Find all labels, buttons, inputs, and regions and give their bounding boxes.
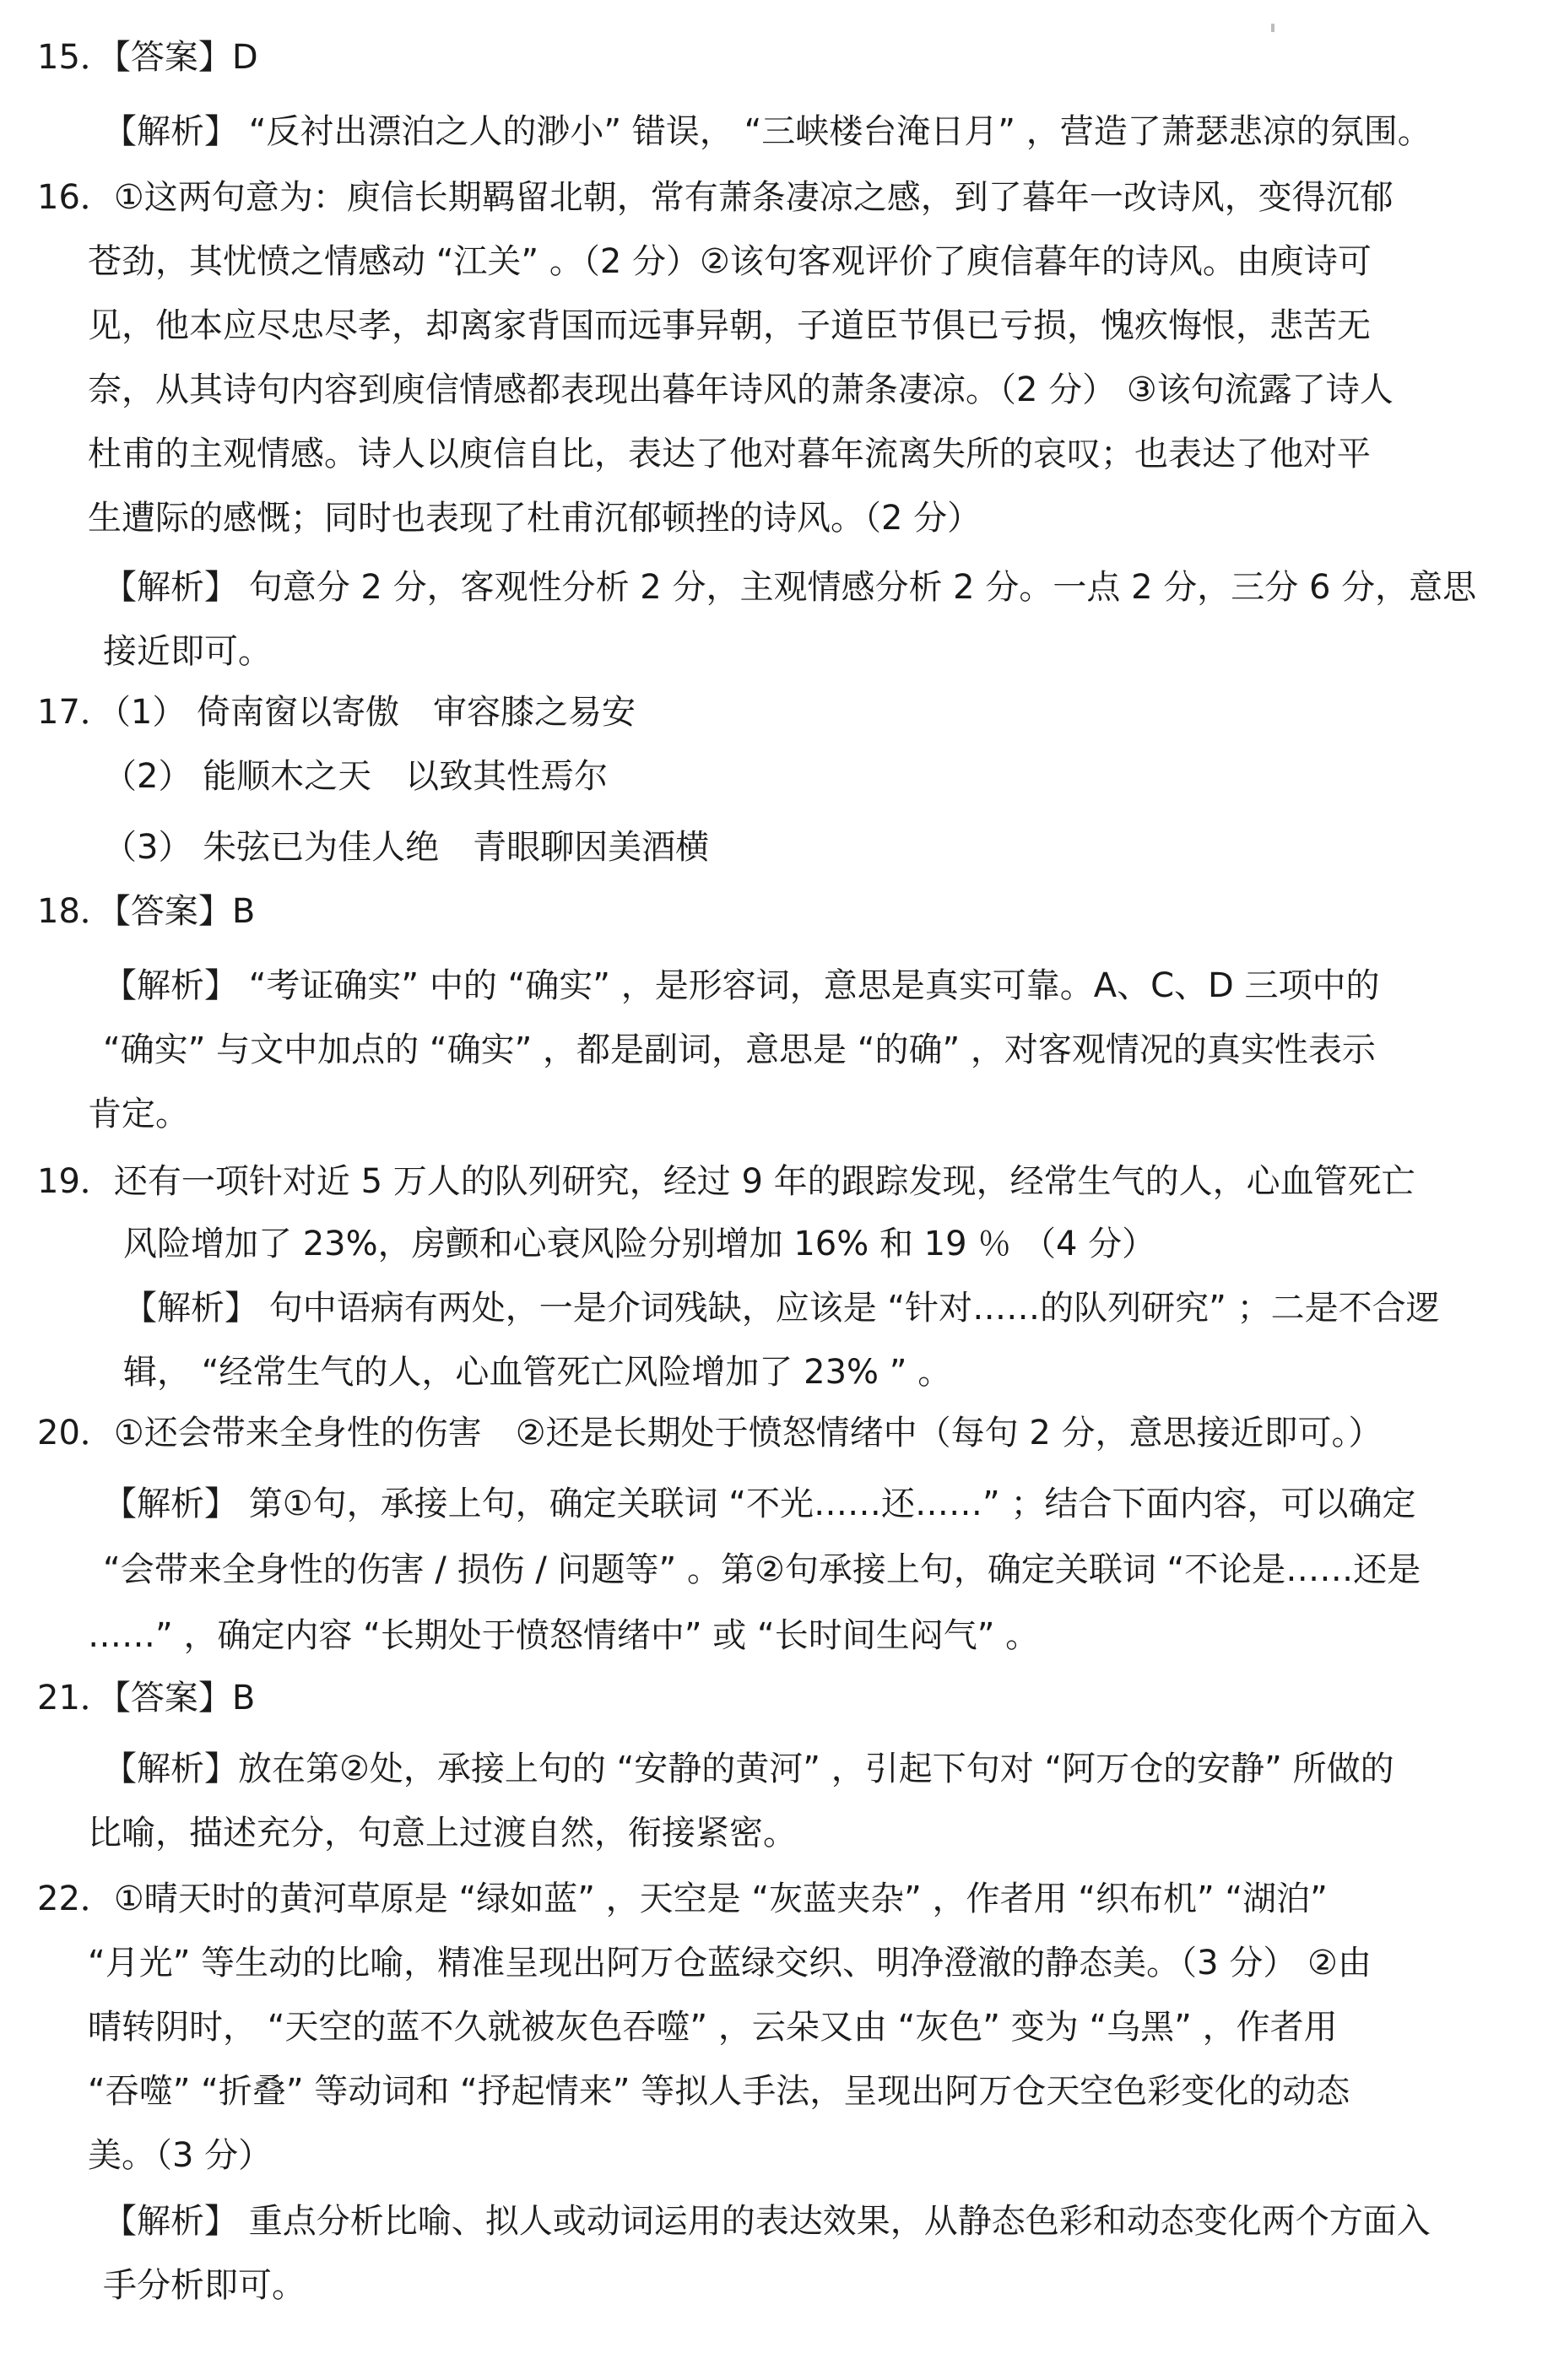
q21-analysis: 【解析】放在第②处，承接上句的 “安静的黄河” ，引起下句对 “阿万仓的安静” 所做的 (103, 1750, 1394, 1788)
q19-analysis-cont: 辑， “经常生气的人，心血管死亡风险增加了 23% ” 。 (123, 1353, 952, 1392)
q22-line-2: “月光” 等生动的比喻，精准呈现出阿万仓蓝绿交织、明净澄澈的静态美。（3 分） ②由 (88, 1944, 1372, 1982)
scan-speck (1271, 24, 1274, 32)
q18-analysis-end: 肯定。 (88, 1095, 189, 1133)
q22-line-1: 22．①晴天时的黄河草原是 “绿如蓝” ，天空是 “灰蓝夹杂” ，作者用 “织布机” “湖泊” (37, 1880, 1328, 1918)
q21-analysis-cont: 比喻，描述充分，句意上过渡自然，衔接紧密。 (88, 1814, 797, 1853)
q19-answer-cont: 风险增加了 23%，房颤和心衰风险分别增加 16% 和 19 ％ （4 分） (123, 1225, 1156, 1263)
q16-analysis: 【解析】 句意分 2 分，客观性分析 2 分，主观情感分析 2 分。一点 2 分，三分 6 分，意思 (103, 568, 1477, 607)
q16-line-3: 见，他本应尽忠尽孝，却离家背国而远事异朝，子道臣节俱已亏损，愧疚悔恨，悲苦无 (88, 306, 1371, 345)
q17-item-3: （3） 朱弦已为佳人绝 青眼聊因美酒横 (103, 828, 710, 867)
q21-answer: 21．【答案】B (37, 1679, 256, 1717)
q16-line-2: 苍劲，其忧愤之情感动 “江关” 。（2 分）②该句客观评价了庾信暮年的诗风。由庾诗可 (88, 242, 1372, 281)
q17-item-1: 17．（1） 倚南窗以寄傲 审容膝之易安 (37, 693, 636, 732)
q15-analysis: 【解析】 “反衬出漂泊之人的渺小” 错误， “三峡楼台淹日月” ，营造了萧瑟悲凉的氛围。 (103, 112, 1431, 151)
q19-answer: 19．还有一项针对近 5 万人的队列研究，经过 9 年的跟踪发现，经常生气的人，心血管死亡 (37, 1162, 1415, 1201)
q22-line-5: 美。（3 分） (88, 2136, 273, 2175)
q16-line-6: 生遭际的感慨；同时也表现了杜甫沉郁顿挫的诗风。（2 分） (88, 499, 982, 538)
q19-analysis: 【解析】 句中语病有两处，一是介词残缺，应该是 “针对……的队列研究” ；二是不合逻 (123, 1289, 1440, 1328)
q16-line-4: 奈，从其诗句内容到庾信情感都表现出暮年诗风的萧条凄凉。（2 分） ③该句流露了诗人 (88, 371, 1394, 409)
q18-answer: 18．【答案】B (37, 892, 256, 931)
q20-analysis-cont: “会带来全身性的伤害 / 损伤 / 问题等” 。第②句承接上句，确定关联词 “不论是……还是 (103, 1550, 1421, 1589)
q22-analysis: 【解析】 重点分析比喻、拟人或动词运用的表达效果，从静态色彩和动态变化两个方面入 (103, 2202, 1431, 2241)
q15-answer: 15．【答案】D (37, 38, 258, 77)
q16-analysis-cont: 接近即可。 (103, 632, 272, 671)
q16-line-1: 16．①这两句意为：庾信长期羁留北朝，常有萧条凄凉之感，到了暮年一改诗风，变得沉郁 (37, 178, 1394, 217)
q22-analysis-cont: 手分析即可。 (103, 2266, 306, 2305)
q18-analysis-cont: “确实” 与文中加点的 “确实” ，都是副词，意思是 “的确” ，对客观情况的真实性表示 (103, 1030, 1376, 1069)
q20-analysis-end: ……” ，确定内容 “长期处于愤怒情绪中” 或 “长时间生闷气” 。 (88, 1616, 1040, 1655)
q22-line-3: 晴转阴时， “天空的蓝不久就被灰色吞噬” ，云朵又由 “灰色” 变为 “乌黑” ，作者用 (88, 2008, 1338, 2047)
q17-item-2: （2） 能顺木之天 以致其性焉尔 (103, 757, 609, 796)
q22-line-4: “吞噬” “折叠” 等动词和 “抒起情来” 等拟人手法，呈现出阿万仓天空色彩变化的动态 (88, 2072, 1350, 2111)
q18-analysis: 【解析】 “考证确实” 中的 “确实” ，是形容词，意思是真实可靠。A、C、D 三项中的 (103, 966, 1380, 1005)
q20-analysis: 【解析】 第①句，承接上句，确定关联词 “不光……还……” ；结合下面内容，可以确定 (103, 1485, 1416, 1523)
q16-line-5: 杜甫的主观情感。诗人以庾信自比，表达了他对暮年流离失所的哀叹；也表达了他对平 (88, 435, 1371, 473)
q20-answer: 20．①还会带来全身性的伤害 ②还是长期处于愤怒情绪中（每句 2 分，意思接近即可。） (37, 1414, 1383, 1452)
